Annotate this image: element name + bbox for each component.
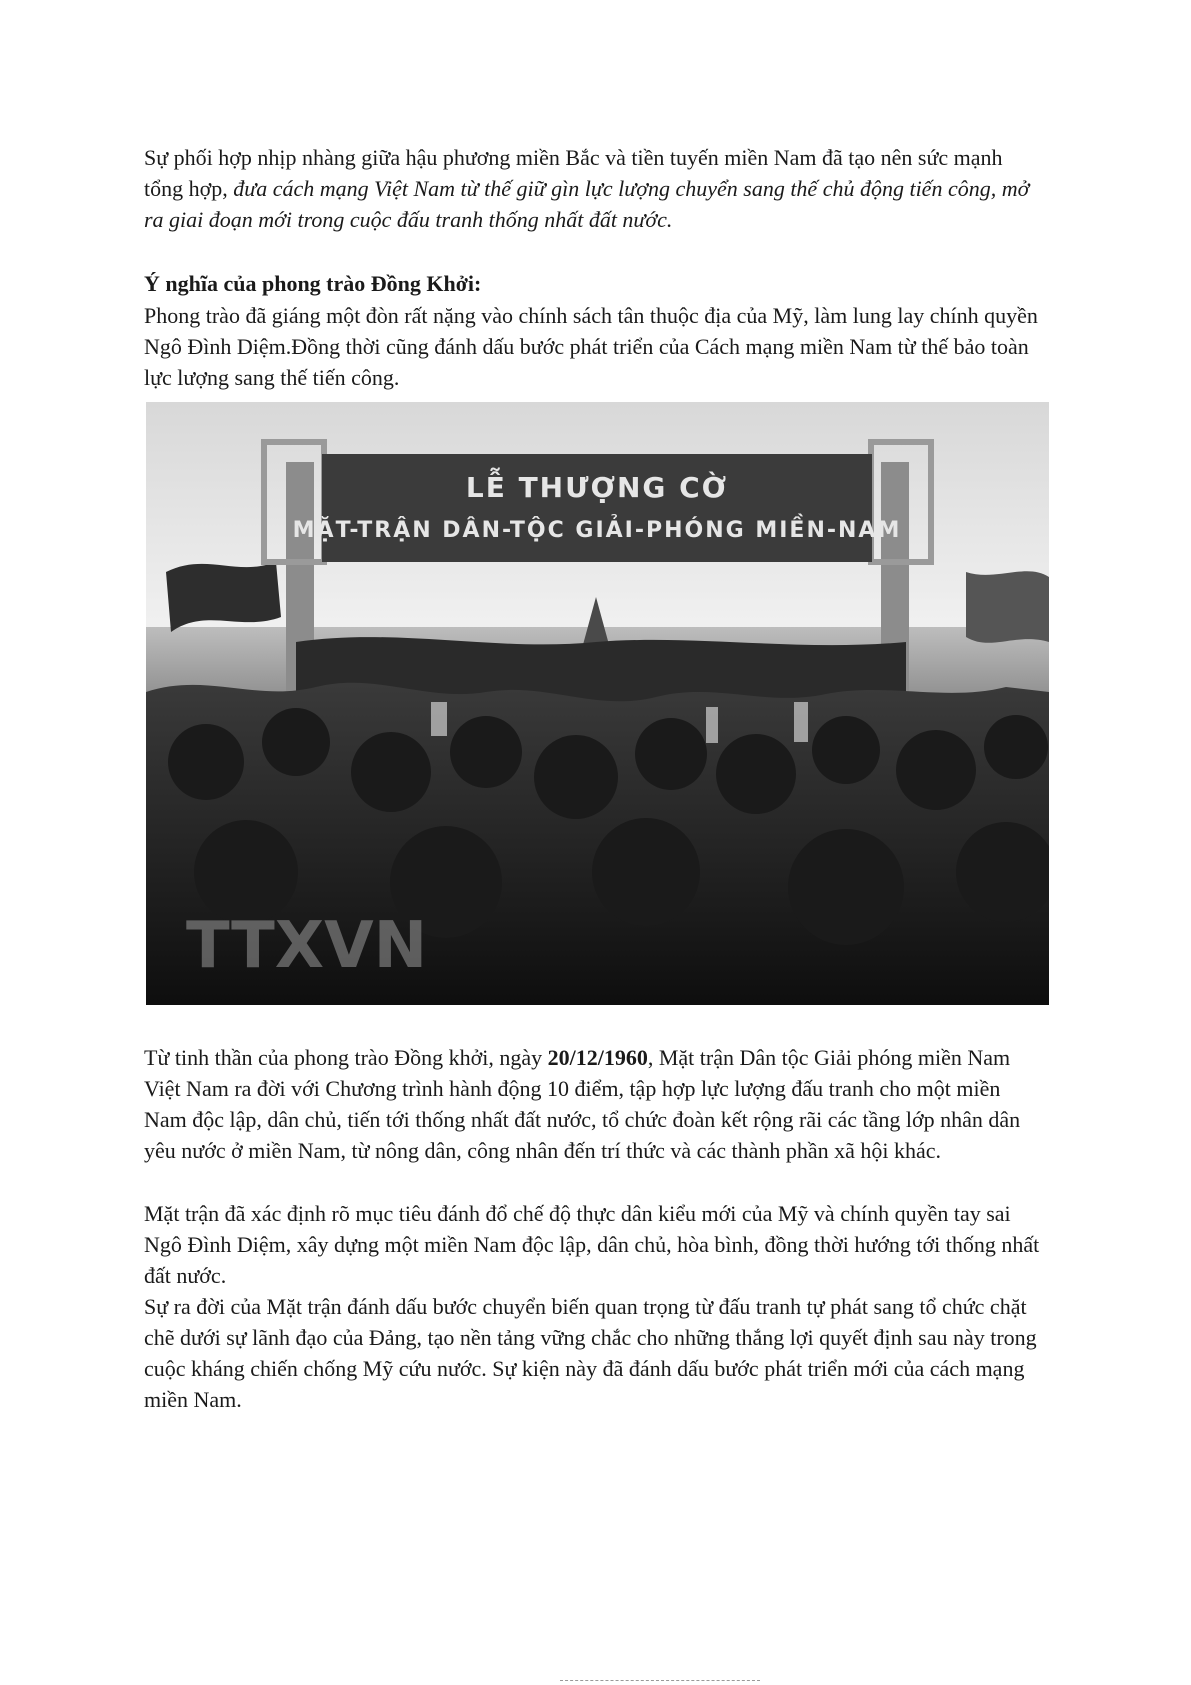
paragraph-front-significance: Sự ra đời của Mặt trận đánh dấu bước chuyển biến quan trọng từ đấu tranh tự phát sang tổ chức chặt chẽ dưới sự lãnh đạo của Đảng, tạo nền tảng vững chắc cho những thắng lợi quyết định sau này trong cuộc kháng chiến chống Mỹ cứu nước. Sự kiện này đã đánh dấu bước phát triển mới của cách mạng miền Nam.: [144, 1294, 1037, 1412]
paragraph-front-founding-rest: , Mặt trận Dân tộc Giải phóng miền Nam Việt Nam ra đời với Chương trình hành động 10 điểm, tập hợp lực lượng đấu tranh cho một miền Nam độc lập, dân chủ, tiến tới thống nhất đất nước, tổ chức đoàn kết rộng rãi các tầng lớp nhân dân yêu nước ở miền Nam, từ nông dân, công nhân đến trí thức và các thành phần xã hội khác.: [144, 1045, 1021, 1163]
founding-date: 20/12/1960: [547, 1045, 648, 1070]
paragraph-coordination-text: Sự phối hợp nhịp nhàng giữa hậu phương miền Bắc và tiền tuyến miền Nam đã tạo nên sức mạnh tổng hợp,: [144, 145, 1003, 201]
banner-line-1: LỄ THƯỢNG CỜ: [465, 471, 729, 504]
section-heading: Ý nghĩa của phong trào Đồng Khởi:: [144, 271, 482, 296]
photo-illustration: [146, 402, 1049, 1005]
paragraph-front-founding: [144, 1042, 1044, 1166]
photo-watermark: TTXVN: [186, 909, 428, 983]
page-footer-divider: [560, 1680, 760, 1682]
paragraph-coordination-italic: đưa cách mạng Việt Nam từ thế giữ gìn lực lượng chuyển sang thế chủ động tiến công, mở ra giai đoạn mới trong cuộc đấu tranh thống nhất đất nước.: [144, 176, 1030, 232]
banner-line-2: MẶT-TRẬN DÂN-TỘC GIẢI-PHÓNG MIỀN-NAM: [292, 518, 902, 543]
historical-photo: [146, 402, 1049, 1005]
paragraph-front-founding-start: Từ tinh thần của phong trào Đồng khởi, ngày: [144, 1045, 548, 1070]
paragraph-front-goals: Mặt trận đã xác định rõ mục tiêu đánh đổ chế độ thực dân kiểu mới của Mỹ và chính quyền tay sai Ngô Đình Diệm, xây dựng một miền Nam độc lập, dân chủ, hòa bình, đồng thời hướng tới thống nhất đất nước.: [144, 1201, 1040, 1288]
paragraph-coordination: [144, 142, 1044, 235]
paragraph-significance: Phong trào đã giáng một đòn rất nặng vào chính sách tân thuộc địa của Mỹ, làm lung lay chính quyền Ngô Đình Diệm.Đồng thời cũng đánh dấu bước phát triển của Cách mạng miền Nam từ thế bảo toàn lực lượng sang thế tiến công.: [144, 303, 1038, 390]
